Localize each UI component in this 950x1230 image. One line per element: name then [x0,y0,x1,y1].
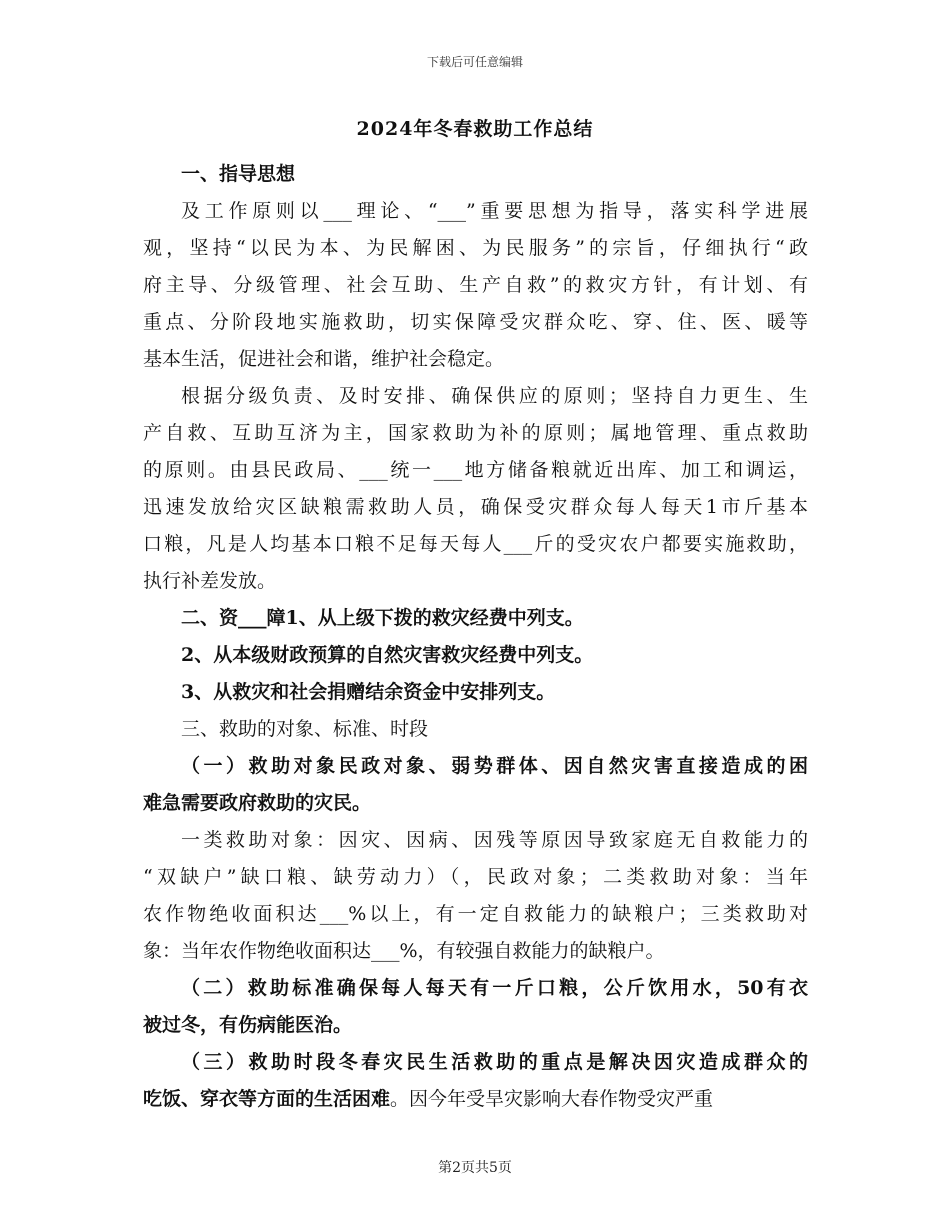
paragraph-line: “双缺户”缺口粮、缺劳动力）（，民政对象；二类救助对象：当年 [143,866,808,888]
subsection-recipients [143,748,808,822]
paragraph-line: 及工作原则以___理论、“___”重要思想为指导，落实科学进展 [181,200,808,222]
paragraph-line: 口粮，凡是人均基本口粮不足每天每人___斤的受灾农户都要实施救助， [143,533,808,555]
paragraph-line: 执行补差发放。 [143,570,277,592]
paragraph-line: 根据分级负责、及时安排、确保供应的原则；坚持自力更生、生 [181,385,808,407]
regular-span: 。因今年受旱灾影响大春作物受灾严重 [390,1088,714,1110]
paragraph-line: 象：当年农作物绝收面积达___%，有较强自救能力的缺粮户。 [143,940,665,962]
paragraph-line: 的原则。由县民政局、___统一___地方储备粮就近出库、加工和调运， [143,459,808,481]
paragraph-line: 一类救助对象：因灾、因病、因残等原因导致家庭无自救能力的 [181,829,808,851]
paragraph-line: 迅速发放给灾区缺粮需救助人员，确保受灾群众每人每天1市斤基本 [143,496,808,518]
paragraph-line: 农作物绝收面积达___%以上，有一定自救能力的缺粮户；三类救助对 [143,903,808,925]
paragraph-line: 重点、分阶段地实施救助，切实保障受灾群众吃、穿、住、医、暖等 [143,311,808,333]
paragraph-principles [143,378,808,600]
subsection-period [143,1044,808,1118]
paragraph-line: 被过冬，有伤病能医治。 [143,1014,353,1036]
document-title: 2024年冬春救助工作总结 [356,118,594,140]
paragraph-guiding-thought [143,193,808,378]
section-2-line-1: 二、资___障1、从上级下拨的救灾经费中列支。 [181,607,584,629]
paragraph-line: （二）救助标准确保每人每天有一斤口粮，公斤饮用水，50有衣 [181,977,808,999]
page-footer: 第2页共5页 [438,1160,512,1176]
paragraph-line: （一）救助对象民政对象、弱势群体、因自然灾害直接造成的困 [181,755,808,777]
paragraph-line-mixed [143,1081,808,1118]
section-2-line-3: 3、从救灾和社会捐赠结余资金中安排列支。 [181,681,556,703]
section-1-heading: 一、指导思想 [181,163,296,185]
paragraph-line: 基本生活，促进社会和谐，维护社会稳定。 [143,348,505,370]
paragraph-line: 难急需要政府救助的灾民。 [143,792,372,814]
section-2-line-2: 2、从本级财政预算的自然灾害救灾经费中列支。 [181,644,594,666]
paragraph-recipient-classes [143,822,808,970]
section-3-heading: 三、救助的对象、标准、时段 [181,718,429,740]
paragraph-line: 产自救、互助互济为主，国家救助为补的原则；属地管理、重点救助 [143,422,808,444]
header-note: 下载后可任意编辑 [426,55,523,69]
paragraph-line: 观，坚持“以民为本、为民解困、为民服务”的宗旨，仔细执行“政 [143,237,808,259]
paragraph-line: 府主导、分级管理、社会互助、生产自救”的救灾方针，有计划、有 [143,274,808,296]
paragraph-line: （三）救助时段冬春灾民生活救助的重点是解决因灾造成群众的 [181,1051,808,1073]
document-body [143,156,808,1118]
bold-span: 吃饭、穿衣等方面的生活困难 [143,1088,391,1110]
subsection-standards [143,970,808,1044]
